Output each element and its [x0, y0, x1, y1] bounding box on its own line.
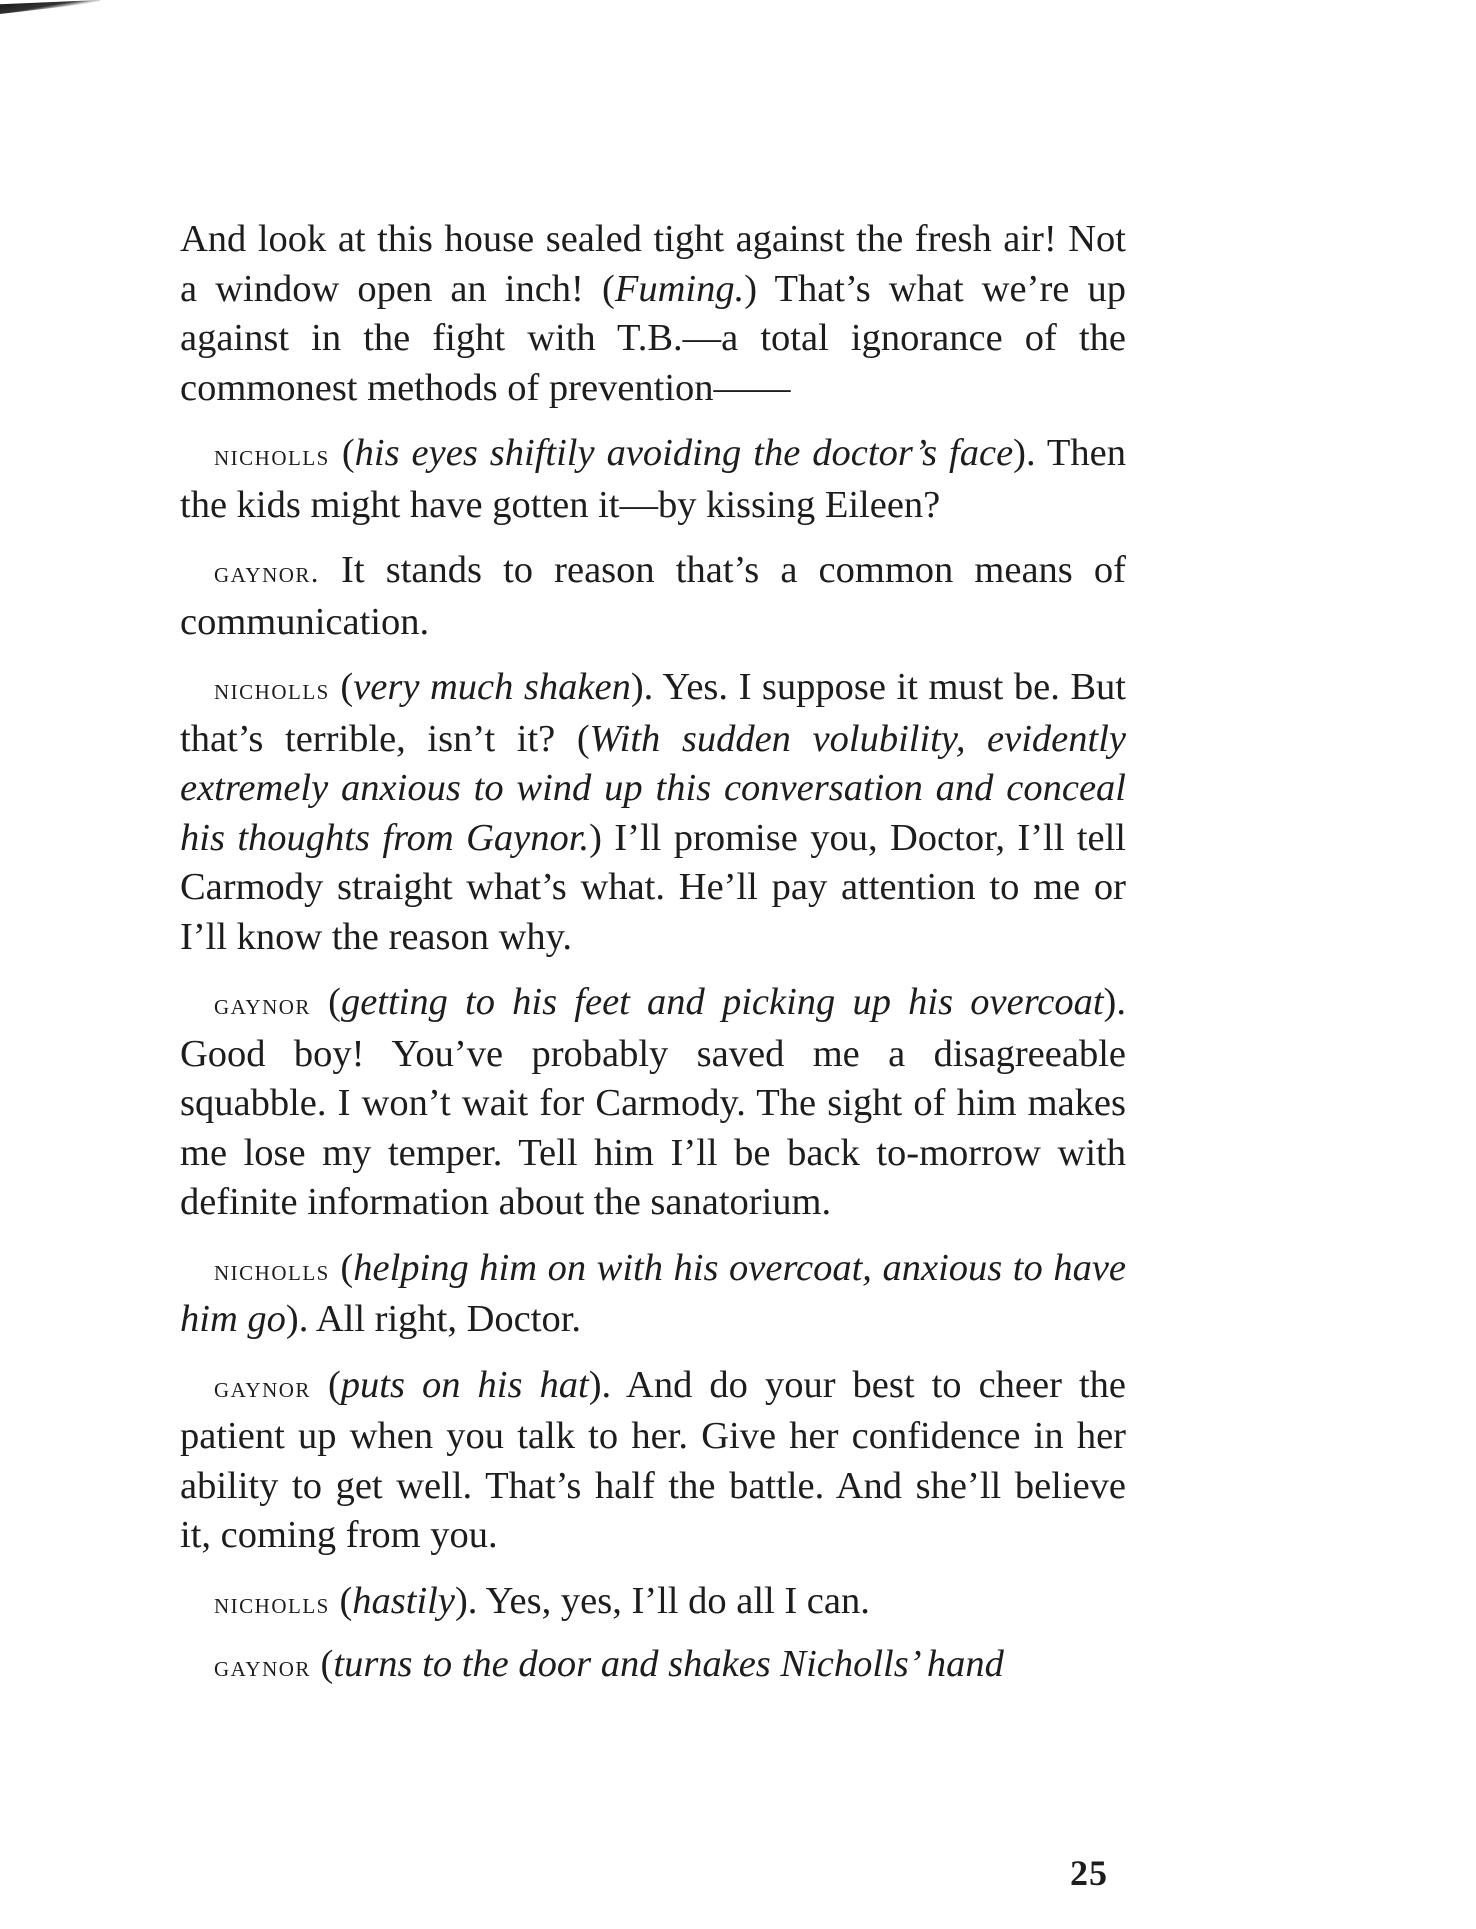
paragraph [180, 1577, 1126, 1629]
speech-text: ( [329, 1246, 354, 1289]
speaker-name: gaynor. [214, 556, 320, 589]
page-text [180, 215, 1126, 1708]
speaker-name: nicholls [214, 673, 330, 706]
speech-text: ) That’s what we’re up against in the fight with T.B.—a total ignorance of the commonest methods of prevention—— [180, 267, 1126, 409]
speaker-name: gaynor [214, 1370, 311, 1404]
speech-text: ). Then the kids might have gotten it—by kissing Eileen? [180, 432, 1127, 526]
speaker-name: nicholls [214, 1586, 330, 1620]
paragraph [180, 1640, 1126, 1692]
speech-text: ). All right, Doctor. [285, 1298, 582, 1340]
speech-text: ). And do your best to cheer the patient up when you talk to her. Give her confidence in her ability to get well. That’s half the battle. And she’ll believe it, coming from you. [180, 1363, 1126, 1556]
stage-direction: getting to his feet and picking up his overcoat [340, 981, 1104, 1023]
speech-text: ( [329, 1579, 353, 1622]
speaker-name: gaynor [214, 1650, 311, 1683]
paragraph [180, 1244, 1126, 1345]
speech-text: It stands to reason that’s a common means of communication. [180, 549, 1126, 643]
stage-direction: Fuming. [614, 267, 745, 310]
speech-text: ( [310, 1643, 334, 1685]
stage-direction: turns to the door and shakes Nicholls’ hand [333, 1643, 1004, 1685]
stage-direction: With sudden volubility, evidently extremely anxious to wind up this conversation and conceal his thoughts from Gaynor. [180, 717, 1126, 859]
speaker-name: gaynor [214, 988, 311, 1021]
stage-direction: very much shaken [353, 666, 631, 708]
page-number: 25 [1070, 1853, 1108, 1893]
paragraph [180, 1361, 1126, 1561]
paragraph [180, 215, 1126, 413]
stage-direction: his eyes shiftily avoiding the doctor’s face [354, 432, 1014, 474]
speech-text: ( [310, 1363, 341, 1406]
stage-direction: helping him on with his overcoat, anxious to have him go [180, 1246, 1126, 1340]
speech-text: ( [329, 666, 354, 708]
speech-text: ) I’ll promise you, Doctor, I’ll tell Carmody straight what’s what. He’ll pay attention to me or I’ll know the reason why. [180, 816, 1126, 958]
speech-text: And look at this house sealed tight against the fresh air! Not a window open an inch! ( [180, 218, 1126, 310]
paragraph [180, 429, 1126, 530]
speaker-name: nicholls [214, 1253, 330, 1287]
speech-text: ). Yes. I suppose it must be. But that’s terrible, isn’t it? ( [180, 666, 1126, 760]
stage-direction: puts on his hat [340, 1363, 589, 1406]
speech-text: ( [310, 981, 341, 1023]
speech-text: ( [329, 432, 355, 474]
speech-text: ). Good boy! You’ve probably saved me a disagreeable squabble. I won’t wait for Carmody. The sight of him makes me lose my temper. Tell him I’ll be back to-morrow with definite information about the sanatorium. [180, 981, 1126, 1223]
speech-text: ). Yes, yes, I’ll do all I can. [454, 1579, 870, 1622]
stage-direction: hastily [352, 1579, 455, 1622]
speaker-name: nicholls [214, 439, 330, 472]
scan-edge-mark [0, 0, 100, 14]
paragraph [180, 546, 1126, 647]
paragraph [180, 978, 1126, 1228]
paragraph [180, 663, 1126, 962]
